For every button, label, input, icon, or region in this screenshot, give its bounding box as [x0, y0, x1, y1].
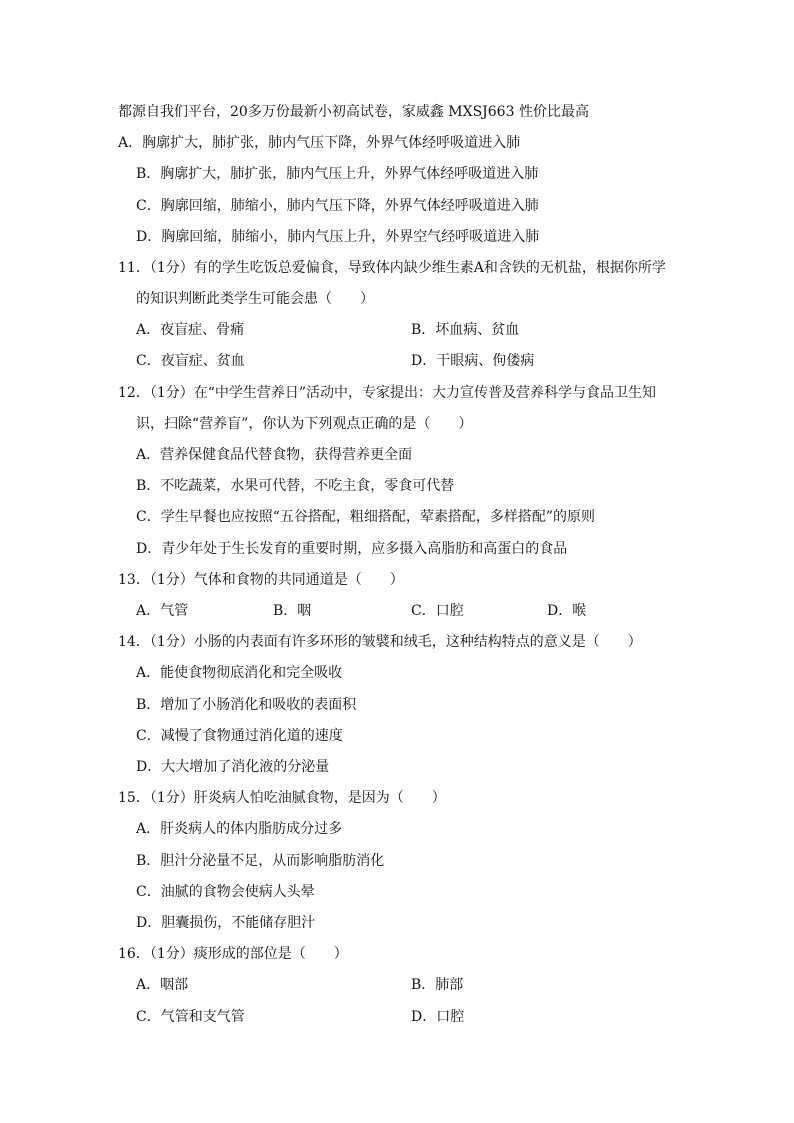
q10-option-d: D．胸廓回缩，肺缩小，肺内气压上升，外界空气经呼吸道进入肺 [136, 229, 540, 245]
q13-stem: 13．（1分）气体和食物的共同通道是（ ） [118, 572, 404, 588]
q12-stem-line2: 识，扫除“营养盲”，你认为下列观点正确的是（ ） [136, 416, 473, 432]
q14-stem: 14．（1分）小肠的内表面有许多环形的皱襞和绒毛，这种结构特点的意义是（ ） [118, 634, 642, 650]
q15-option-a: A．肝炎病人的体内脂肪成分过多 [136, 821, 343, 837]
q11-option-c: C．夜盲症、贫血 [136, 353, 245, 369]
q14-option-d: D．大大增加了消化液的分泌量 [136, 759, 330, 775]
q16-option-a: A．咽部 [136, 977, 189, 993]
q13-option-c: C．口腔 [411, 603, 464, 619]
q13-option-d: D．喉 [547, 603, 587, 619]
q12-option-b: B．不吃蔬菜，水果可代替，不吃主食，零食可代替 [136, 478, 455, 494]
q15-option-d: D．胆囊损伤，不能储存胆汁 [136, 915, 316, 931]
q10-option-b: B．胸廓扩大，肺扩张，肺内气压上升，外界气体经呼吸道进入肺 [136, 166, 539, 182]
q15-option-c: C．油腻的食物会使病人头晕 [136, 884, 315, 900]
q14-option-b: B．增加了小肠消化和吸收的表面积 [136, 697, 357, 713]
q13-option-a: A．气管 [136, 603, 189, 619]
q11-stem-line2: 的知识判断此类学生可能会患（ ） [136, 291, 374, 307]
q15-stem: 15．（1分）肝炎病人怕吃油腻食物，是因为（ ） [118, 790, 446, 806]
q16-option-d: D．口腔 [411, 1009, 465, 1025]
q11-option-d: D．干眼病、佝偻病 [411, 353, 535, 369]
q10-option-a: A．胸廓扩大，肺扩张，肺内气压下降，外界气体经呼吸道进入肺 [118, 135, 521, 151]
q11-option-a: A．夜盲症、骨痛 [136, 322, 245, 338]
q12-stem-line1: 12．（1分）在“中学生营养日”活动中，专家提出：大力宣传普及营养科学与食品卫生知 [118, 385, 657, 401]
q12-option-d: D．青少年处于生长发育的重要时期，应多摄入高脂肪和高蛋白的食品 [136, 541, 568, 557]
q16-option-b: B．肺部 [411, 977, 464, 993]
q16-option-c: C．气管和支气管 [136, 1009, 245, 1025]
q13-option-b: B．咽 [273, 603, 312, 619]
q14-option-c: C．减慢了食物通过消化道的速度 [136, 728, 343, 744]
q15-option-b: B．胆汁分泌量不足，从而影响脂肪消化 [136, 853, 385, 869]
q12-option-c: C．学生早餐也应按照“五谷搭配，粗细搭配，荤素搭配，多样搭配”的原则 [136, 509, 596, 525]
header-text: 都源自我们平台，20多万份最新小初高试卷，家威鑫 MXSJ663 性价比最高 [118, 104, 589, 120]
q10-option-c: C．胸廓回缩，肺缩小，肺内气压下降，外界气体经呼吸道进入肺 [136, 198, 539, 214]
q12-option-a: A．营养保健食品代替食物，获得营养更全面 [136, 447, 413, 463]
q11-stem-line1: 11．（1分）有的学生吃饭总爱偏食，导致体内缺少维生素A和含铁的无机盐，根据你所学 [118, 260, 666, 276]
q16-stem: 16．（1分）痰形成的部位是（ ） [118, 946, 348, 962]
q14-option-a: A．能使食物彻底消化和完全吸收 [136, 665, 343, 681]
q11-option-b: B．坏血病、贫血 [411, 322, 520, 338]
